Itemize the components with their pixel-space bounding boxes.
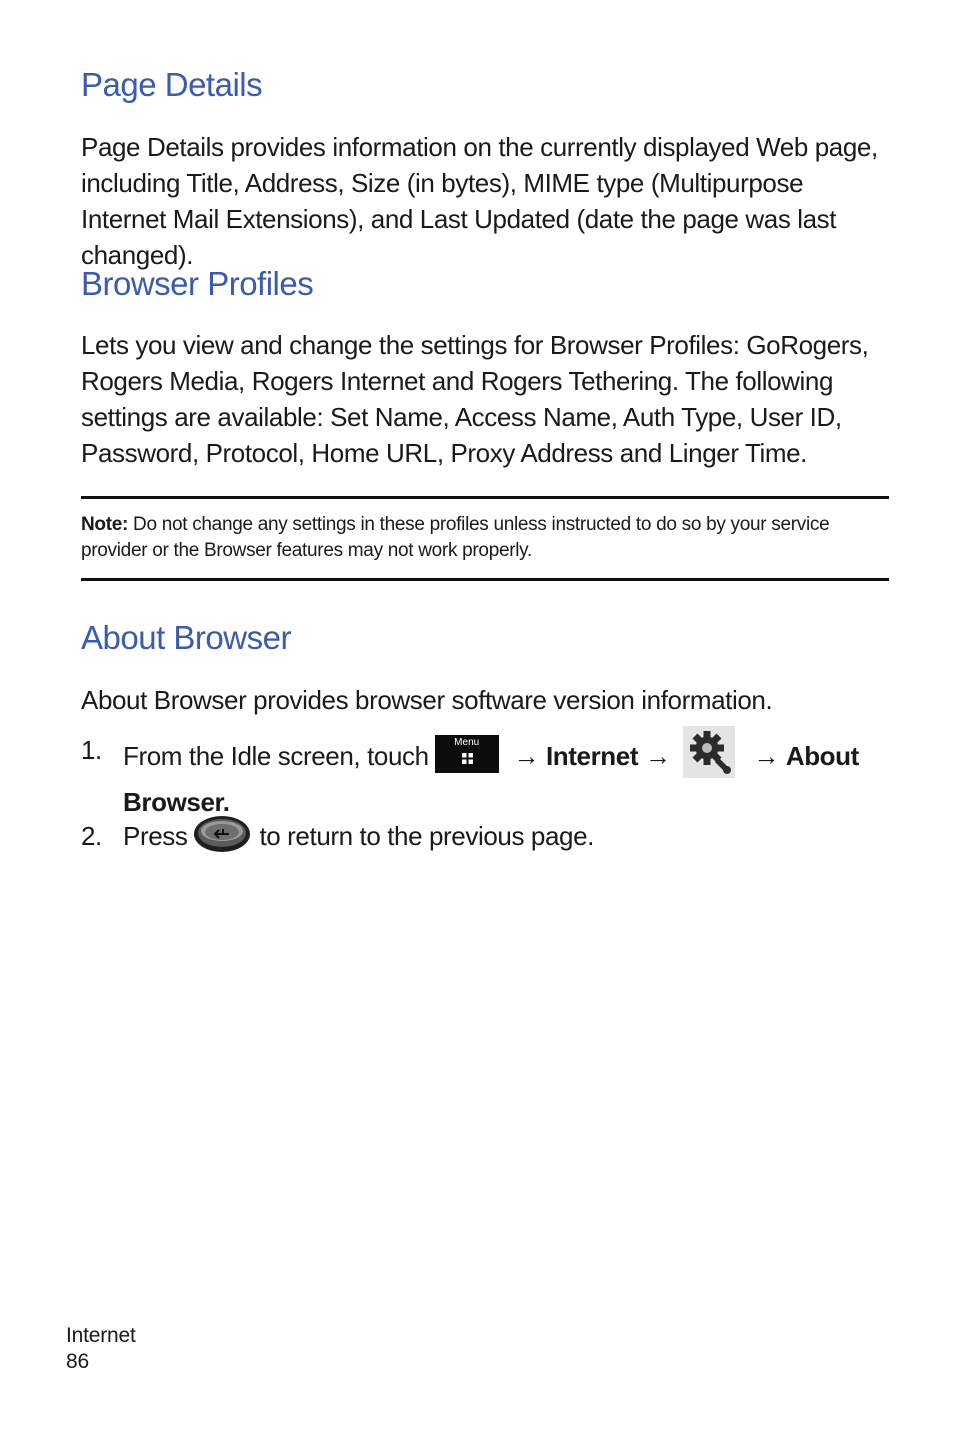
arrow-1: →: [513, 740, 540, 771]
step-2-text-before: Press: [123, 821, 188, 851]
menu-key-label: Menu: [454, 737, 480, 748]
note-text: Do not change any settings in these profiles unless instructed to do so by your service provider or the Browser features may not work properly.: [81, 514, 830, 561]
browser-label: Browser.: [123, 787, 230, 817]
browser-profiles-body: Lets you view and change the settings for Browser Profiles: GoRogers, Rogers Media, Rogers Internet and Rogers Tethering. The following settings are available: Set Name, Access Name, Auth Type, User ID, Password, Protocol, Home URL, Proxy Address and Linger Time.: [81, 330, 869, 468]
page-footer: [66, 1323, 136, 1375]
about-browser-body: About Browser provides browser software version information.: [81, 685, 773, 715]
heading-browser-profiles: Browser Profiles: [81, 265, 314, 302]
page-details-body: Page Details provides information on the currently displayed Web page, including Title, Address, Size (in bytes), MIME type (Multipurpose Internet Mail Extensions), and Last Updated (date the page was last changed).: [81, 132, 878, 270]
step-2-text-after: to return to the previous page.: [259, 821, 594, 851]
heading-about-browser: About Browser: [81, 619, 291, 656]
internet-label: Internet: [545, 740, 639, 771]
about-label: About: [785, 740, 859, 771]
arrow-3: →: [753, 740, 779, 771]
menu-key-icon: [435, 735, 499, 773]
note-paragraph: [81, 512, 881, 564]
step-1-body: [123, 732, 889, 820]
menu-grid-icon: [462, 753, 473, 764]
step-1-number: 1.: [81, 735, 102, 765]
settings-gear-icon: [683, 726, 735, 778]
heading-page-details: Page Details: [81, 66, 263, 103]
step-2-body: [123, 818, 889, 858]
footer-section-name: Internet: [66, 1324, 136, 1347]
note-label: Note:: [81, 514, 129, 535]
step-1-text: From the Idle screen, touch: [123, 740, 429, 771]
arrow-2: →: [644, 740, 671, 771]
step-2-number: 2.: [81, 821, 102, 851]
footer-page-number: 86: [66, 1350, 89, 1373]
note-box: [81, 496, 889, 581]
back-key-icon: [193, 814, 251, 854]
